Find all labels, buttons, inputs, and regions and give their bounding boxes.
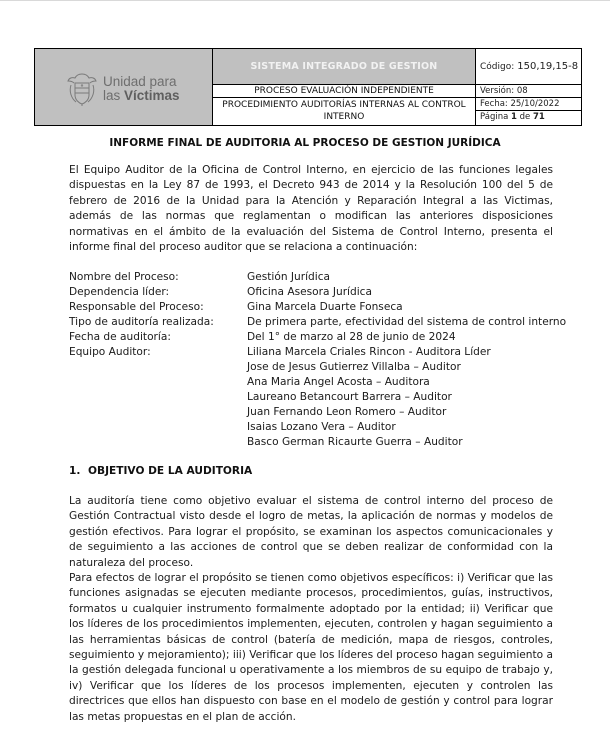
section-number: 1. (69, 465, 81, 477)
page-current: 1 (511, 112, 517, 122)
info-value: Gina Marcela Duarte Fonseca (247, 301, 403, 313)
info-value: Jose de Jesus Gutierrez Villalba – Auditor (247, 361, 461, 373)
info-label (69, 420, 247, 435)
info-row (69, 300, 566, 315)
info-label (69, 390, 247, 405)
info-value: De primera parte, efectividad del sistema de control interno (247, 316, 567, 328)
info-value: Laureano Betancourt Barrera – Auditor (247, 391, 452, 403)
info-row (69, 375, 566, 390)
unidad-victimas-logo (65, 71, 180, 107)
info-value: Juan Fernando Leon Romero – Auditor (247, 406, 447, 418)
info-value: Gestión Jurídica (247, 271, 331, 283)
info-row (69, 435, 566, 450)
info-row (69, 420, 566, 435)
info-label (69, 435, 247, 450)
audit-info-list (69, 270, 566, 450)
info-value: Basco German Ricaurte Guerra – Auditor (247, 436, 463, 448)
info-label (69, 375, 247, 390)
info-row (69, 390, 566, 405)
info-row (69, 405, 566, 420)
info-row (69, 315, 566, 330)
intro-paragraph: El Equipo Auditor de la Oficina de Control Interno, en ejercicio de las funciones legales dispuestas en la Ley 87 de 1993, el Decreto 943 de 2014 y la Resolución 100 del 5 de febrero de 2016 de la Unidad para la Atención y Reparación Integral a las Victimas, además de las normas que reglamentan o modifican las anteriores disposiciones normativas en el ámbito de la evaluación del Sistema de Control Interno, presenta el informe final del proceso auditor que se relaciona a continuación: (69, 164, 553, 254)
info-label: Responsable del Proceso: (69, 301, 204, 313)
info-value: Isaias Lozano Vera – Auditor (247, 421, 396, 433)
info-value: Liliana Marcela Criales Rincon - Auditora Líder (247, 346, 491, 358)
section-title: OBJETIVO DE LA AUDITORIA (88, 465, 253, 477)
info-value: Del 1° de marzo al 28 de junio de 2024 (247, 331, 456, 343)
info-row (69, 270, 566, 285)
info-label: Equipo Auditor: (69, 346, 151, 358)
page-of: de (519, 112, 531, 122)
objective-paragraph: La auditoría tiene como objetivo evaluar el sistema de control interno del proceso de Gestión Contractual visto desde el logro de metas, la aplicación de normas y modelos de gestión efectivos. Para lograr el propósito, se examinan los aspectos comunicacionales y de seguimiento a las acciones de control que se deben realizar de conformidad con la naturaleza del proceso. (69, 495, 553, 569)
page-number (476, 111, 581, 125)
document-version: Versión: 08 (476, 85, 581, 98)
info-row (69, 330, 566, 345)
document-header-table (34, 48, 582, 126)
info-label (69, 360, 247, 375)
info-label: Fecha de auditoría: (69, 331, 171, 343)
logo-line1: Unidad para (103, 74, 177, 89)
system-title: SISTEMA INTEGRADO DE GESTION (213, 49, 476, 85)
info-label: Dependencia líder: (69, 286, 170, 298)
page-label: Página (480, 112, 509, 122)
page-top-border (0, 0, 610, 1)
page-total: 71 (532, 112, 545, 122)
document-title: INFORME FINAL DE AUDITORIA AL PROCESO DE GESTION JURÍDICA (109, 137, 501, 149)
code-label: Código: (480, 61, 515, 72)
info-value: Ana Maria Angel Acosta – Auditora (247, 376, 430, 388)
logo-cell (35, 49, 213, 125)
info-label (69, 405, 247, 420)
section-heading-objetivo (69, 465, 252, 477)
logo-line2 (103, 89, 180, 103)
logo-line2-prefix: las (103, 88, 125, 103)
logo-text (103, 75, 180, 103)
code-value: 150,19,15-8 (517, 61, 579, 72)
procedure-name: PROCEDIMIENTO AUDITORÍAS INTERNAS AL CONTROL INTERNO (213, 98, 476, 125)
document-date: Fecha: 25/10/2022 (476, 98, 581, 111)
info-label: Tipo de auditoría realizada: (69, 316, 214, 328)
logo-line2-bold: Víctimas (124, 88, 180, 103)
specific-objectives-paragraph: Para efectos de lograr el propósito se tienen como objetivos específicos: i) Verificar que las funciones asignadas se ejecuten mediante procesos, procedimientos, guías, instructivos, formatos u cualquier instrumento formalmente adoptado por la entidad; ii) Verificar que los líderes de los procedimientos implementen, ejecuten, controlen y hagan seguimiento a las herramientas básicas de control (batería de medición, mapa de riesgos, controles, seguimiento y mejoramiento); iii) Verificar que los líderes del proceso hagan seguimiento a la gestión delegada funcional u operativamente a los miembros de su equipo de trabajo y, iv) Verificar que los líderes de los procesos implementen, ejecuten y controlen las directrices que ellos han dispuesto con base en el modelo de gestión y control para lograr las metas propuestas en el plan de acción. (69, 572, 553, 723)
info-value: Oficina Asesora Jurídica (247, 286, 372, 298)
colombia-coat-of-arms-icon (65, 71, 99, 107)
document-code (476, 49, 581, 85)
info-row (69, 345, 566, 360)
info-row (69, 285, 566, 300)
info-row (69, 360, 566, 375)
process-name: PROCESO EVALUACIÓN INDEPENDIENTE (213, 85, 476, 98)
info-label: Nombre del Proceso: (69, 271, 179, 283)
